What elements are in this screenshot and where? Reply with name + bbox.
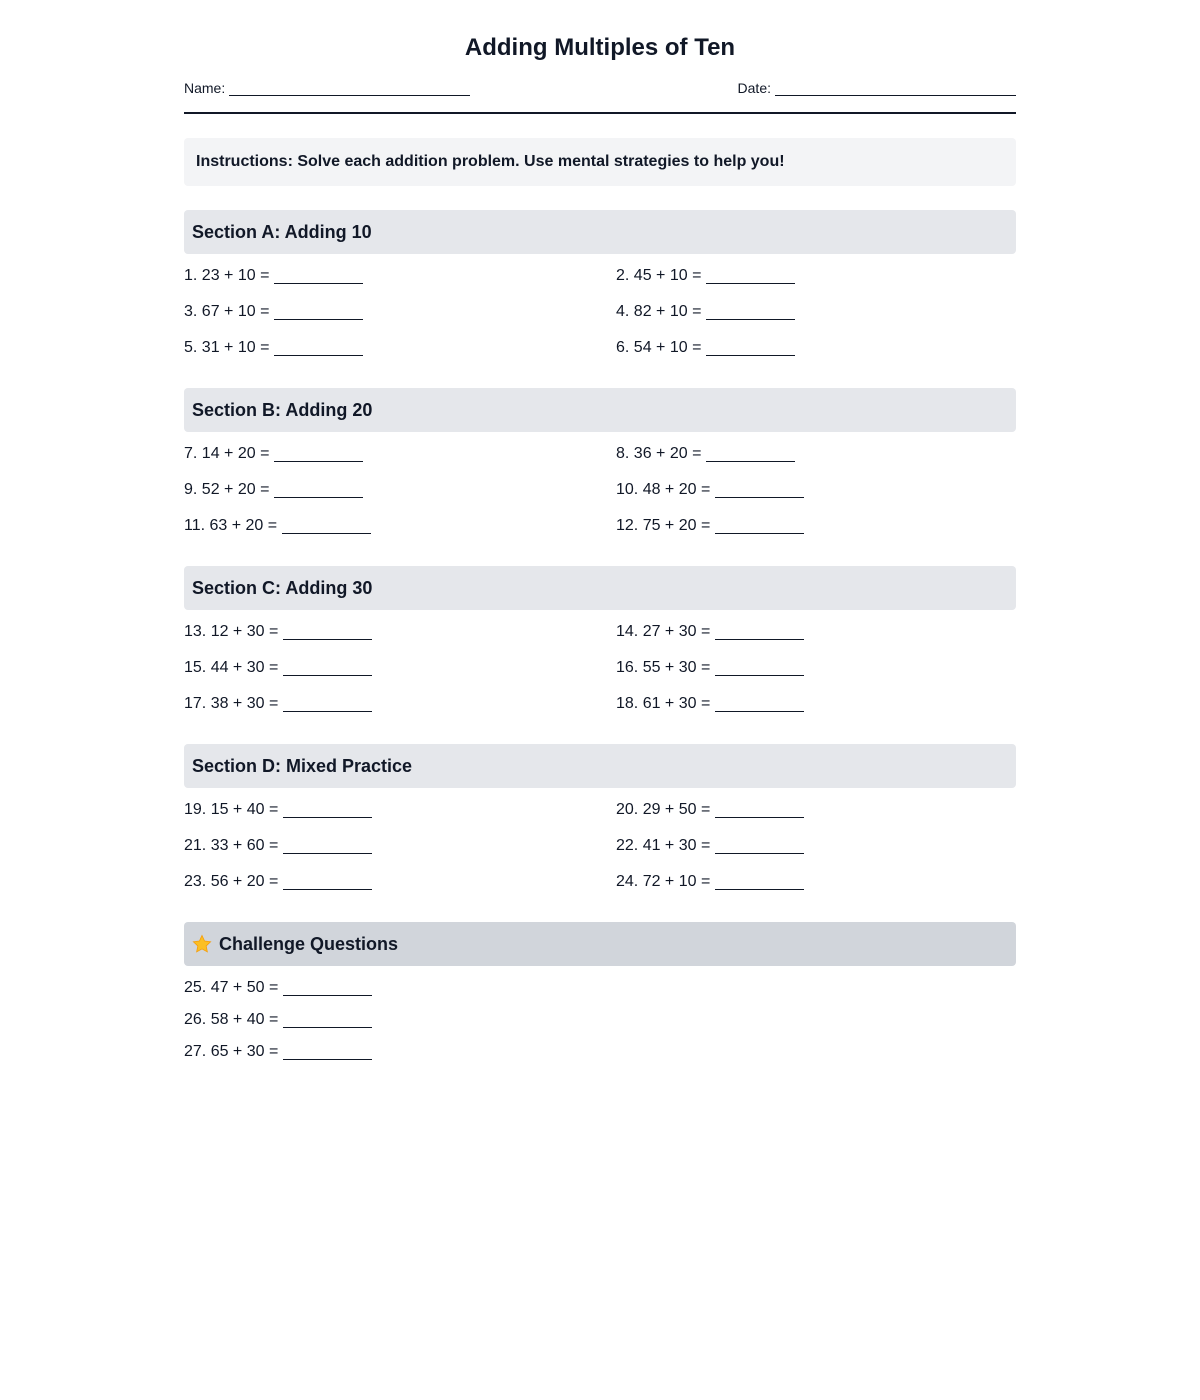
problem-text: 1. 23 + 10 =: [184, 267, 270, 284]
instructions-text: Instructions: Solve each addition problem. Use mental strategies to help you!: [196, 153, 785, 170]
problem-14: [616, 620, 1016, 656]
problem-20: [616, 798, 1016, 834]
answer-blank[interactable]: [283, 870, 372, 890]
problem-9: [184, 478, 616, 514]
section-d-problems: [184, 798, 1016, 906]
problem-4: [616, 300, 1016, 336]
problem-16: [616, 656, 1016, 692]
problem-text: 12. 75 + 20 =: [616, 517, 711, 534]
problem-25: [184, 976, 1016, 1008]
answer-blank[interactable]: [283, 620, 372, 640]
instructions-box: [184, 138, 1016, 186]
problem-text: 10. 48 + 20 =: [616, 481, 711, 498]
section-b-title: Section B: Adding 20: [192, 399, 373, 420]
problem-text: 11. 63 + 20 =: [184, 517, 278, 534]
answer-blank[interactable]: [283, 798, 372, 818]
problem-text: 13. 12 + 30 =: [184, 623, 279, 640]
problem-text: 22. 41 + 30 =: [616, 837, 711, 854]
problem-text: 25. 47 + 50 =: [184, 979, 279, 996]
problem-6: [616, 336, 1016, 372]
problem-18: [616, 692, 1016, 728]
date-field: [738, 80, 1016, 96]
problem-12: [616, 514, 1016, 550]
answer-blank[interactable]: [715, 656, 804, 676]
problem-17: [184, 692, 616, 728]
problem-13: [184, 620, 616, 656]
section-c-title: Section C: Adding 30: [192, 577, 373, 598]
problem-21: [184, 834, 616, 870]
name-label: Name:: [184, 80, 226, 96]
problem-7: [184, 442, 616, 478]
problem-text: 21. 33 + 60 =: [184, 837, 279, 854]
problem-text: 9. 52 + 20 =: [184, 481, 270, 498]
section-b-heading: [184, 388, 1016, 432]
problem-text: 7. 14 + 20 =: [184, 445, 270, 462]
answer-blank[interactable]: [282, 514, 371, 534]
challenge-heading: [184, 922, 1016, 966]
answer-blank[interactable]: [274, 442, 363, 462]
problem-26: [184, 1008, 1016, 1040]
answer-blank[interactable]: [715, 692, 804, 712]
problem-text: 20. 29 + 50 =: [616, 801, 711, 818]
problem-5: [184, 336, 616, 372]
problem-27: [184, 1040, 1016, 1072]
problem-11: [184, 514, 616, 550]
answer-blank[interactable]: [706, 336, 795, 356]
date-blank[interactable]: [775, 80, 1016, 96]
section-c-heading: [184, 566, 1016, 610]
star-icon: [192, 934, 212, 954]
problem-8: [616, 442, 1016, 478]
answer-blank[interactable]: [706, 442, 795, 462]
answer-blank[interactable]: [283, 692, 372, 712]
problem-text: 14. 27 + 30 =: [616, 623, 711, 640]
problem-text: 6. 54 + 10 =: [616, 339, 702, 356]
section-d-heading: [184, 744, 1016, 788]
answer-blank[interactable]: [274, 264, 363, 284]
answer-blank[interactable]: [715, 620, 804, 640]
problem-text: 24. 72 + 10 =: [616, 873, 711, 890]
problem-text: 16. 55 + 30 =: [616, 659, 711, 676]
problem-text: 26. 58 + 40 =: [184, 1011, 279, 1028]
problem-2: [616, 264, 1016, 300]
answer-blank[interactable]: [715, 798, 804, 818]
problem-text: 17. 38 + 30 =: [184, 695, 279, 712]
answer-blank[interactable]: [706, 300, 795, 320]
answer-blank[interactable]: [283, 656, 372, 676]
answer-blank[interactable]: [706, 264, 795, 284]
name-field: [184, 80, 470, 96]
problem-text: 27. 65 + 30 =: [184, 1043, 279, 1060]
section-d-title: Section D: Mixed Practice: [192, 755, 413, 776]
section-b-problems: [184, 442, 1016, 550]
problem-3: [184, 300, 616, 336]
answer-blank[interactable]: [274, 478, 363, 498]
answer-blank[interactable]: [715, 834, 804, 854]
page-title: Adding Multiples of Ten: [464, 34, 736, 61]
problem-24: [616, 870, 1016, 906]
problem-22: [616, 834, 1016, 870]
answer-blank[interactable]: [283, 1040, 372, 1060]
problem-23: [184, 870, 616, 906]
answer-blank[interactable]: [283, 834, 372, 854]
student-info-row: [184, 80, 1016, 114]
problem-text: 5. 31 + 10 =: [184, 339, 270, 356]
answer-blank[interactable]: [715, 478, 804, 498]
problem-10: [616, 478, 1016, 514]
problem-text: 4. 82 + 10 =: [616, 303, 702, 320]
worksheet: [184, 0, 1016, 1072]
problem-1: [184, 264, 616, 300]
section-a-title: Section A: Adding 10: [192, 221, 372, 242]
problem-text: 19. 15 + 40 =: [184, 801, 279, 818]
answer-blank[interactable]: [274, 300, 363, 320]
problem-text: 23. 56 + 20 =: [184, 873, 279, 890]
date-label: Date:: [737, 80, 771, 96]
name-blank[interactable]: [229, 80, 470, 96]
problem-15: [184, 656, 616, 692]
answer-blank[interactable]: [283, 1008, 372, 1028]
problem-text: 18. 61 + 30 =: [616, 695, 711, 712]
answer-blank[interactable]: [715, 514, 804, 534]
section-a-heading: [184, 210, 1016, 254]
problem-text: 3. 67 + 10 =: [184, 303, 270, 320]
problem-19: [184, 798, 616, 834]
answer-blank[interactable]: [274, 336, 363, 356]
problem-text: 15. 44 + 30 =: [184, 659, 279, 676]
challenge-problems: [184, 976, 1016, 1072]
section-a-problems: [184, 264, 1016, 372]
answer-blank[interactable]: [715, 870, 804, 890]
problem-text: 8. 36 + 20 =: [616, 445, 702, 462]
challenge-title: Challenge Questions: [219, 933, 399, 954]
problem-text: 2. 45 + 10 =: [616, 267, 702, 284]
answer-blank[interactable]: [283, 976, 372, 996]
section-c-problems: [184, 620, 1016, 728]
